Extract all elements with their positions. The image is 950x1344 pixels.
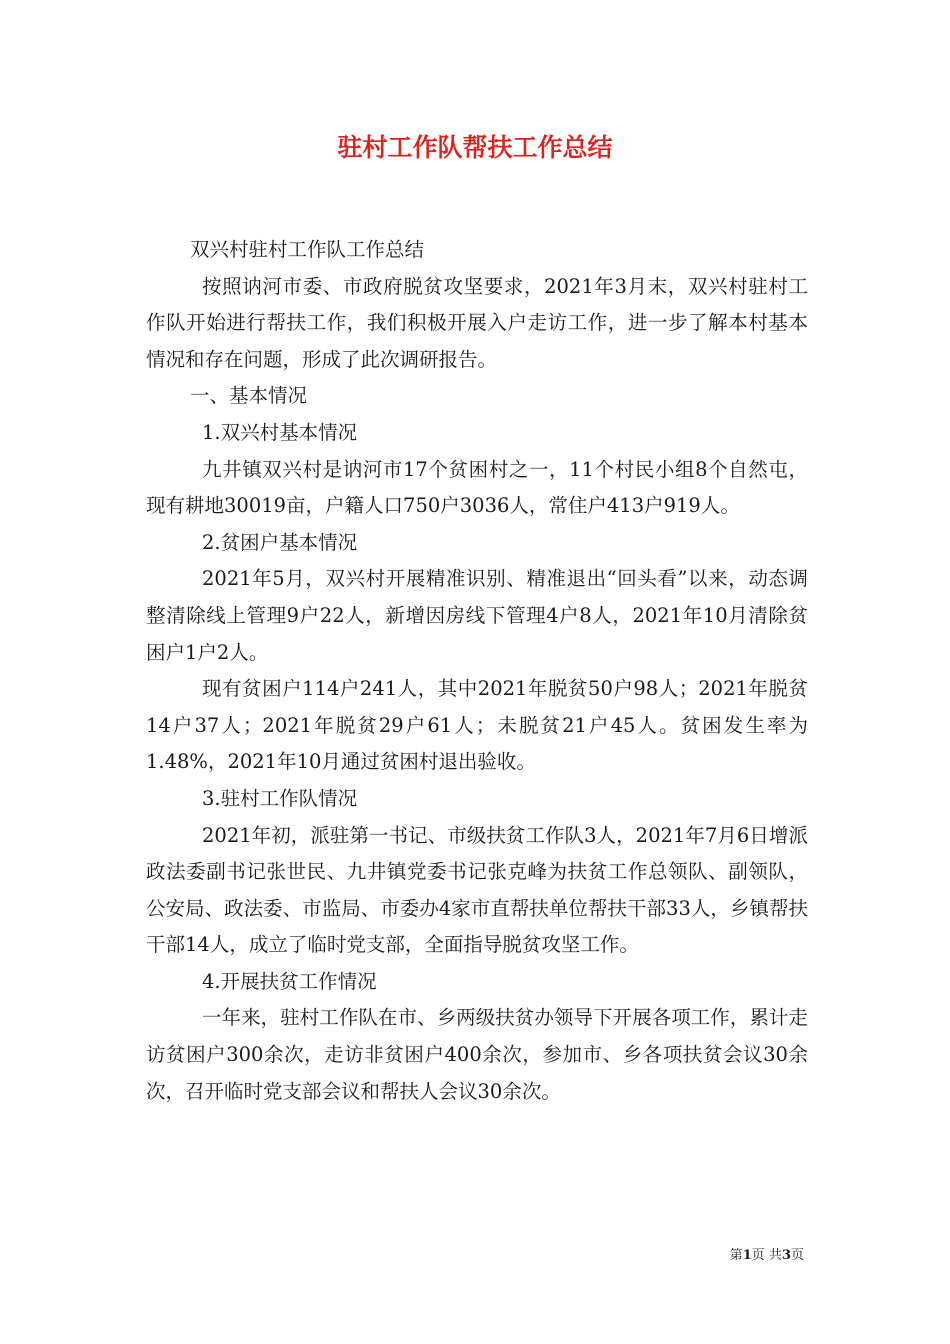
subtitle-paragraph: 双兴村驻村工作队工作总结 [190,238,425,261]
village-info-paragraph: 九井镇双兴村是讷河市17个贫困村之一，11个村民小组8个自然屯，现有耕地30019亩，户籍人口750户3036人，常住户413户919人。 [146,457,808,518]
subheading-poor-households: 2.贫困户基本情况 [202,530,358,554]
poverty-work-paragraph: 一年来，驻村工作队在市、乡两级扶贫办领导下开展各项工作，累计走访贫困户300余次，走访非贫困户400余次，参加市、乡各项扶贫会议30余次，召开临时党支部会议和帮扶人会议30余次。 [146,1006,808,1103]
poor-households-paragraph: 2021年5月，双兴村开展精准识别、精准退出“回头看”以来，动态调整清除线上管理9户22人，新增因房线下管理4户8人，2021年10月清除贫困户1户2人。 [146,567,808,664]
current-poor-paragraph: 现有贫困户114户241人，其中2021年脱贫50户98人；2021年脱贫14户37人；2021年脱贫29户61人；未脱贫21户45人。贫困发生率为1.48%，2021年10月通过贫困村退出验收。 [146,677,808,774]
footer-current-page: 1 [742,1248,752,1263]
work-team-paragraph: 2021年初，派驻第一书记、市级扶贫工作队3人，2021年7月6日增派政法委副书记张世民、九井镇党委书记张克峰为扶贫工作总领队、副领队，公安局、政法委、市监局、市委办4家市直帮扶单位帮扶干部33人，乡镇帮扶干部14人，成立了临时党支部，全面指导脱贫攻坚工作。 [146,823,808,957]
intro-paragraph: 按照讷河市委、市政府脱贫攻坚要求，2021年3月末，双兴村驻村工作队开始进行帮扶工作，我们积极开展入户走访工作，进一步了解本村基本情况和存在问题，形成了此次调研报告。 [146,274,808,371]
page-footer [730,1246,804,1266]
subheading-poverty-work: 4.开展扶贫工作情况 [202,969,377,993]
footer-prefix: 第 [729,1248,743,1263]
page-title: 驻村工作队帮扶工作总结 [337,133,613,162]
footer-middle: 页 共 [751,1248,782,1263]
section-heading-basic: 一、基本情况 [190,384,308,408]
subheading-work-team: 3.驻村工作队情况 [202,786,358,810]
footer-total-pages: 3 [781,1248,791,1263]
subheading-village: 1.双兴村基本情况 [202,420,358,444]
footer-suffix: 页 [790,1248,804,1263]
document-body [146,232,808,1110]
